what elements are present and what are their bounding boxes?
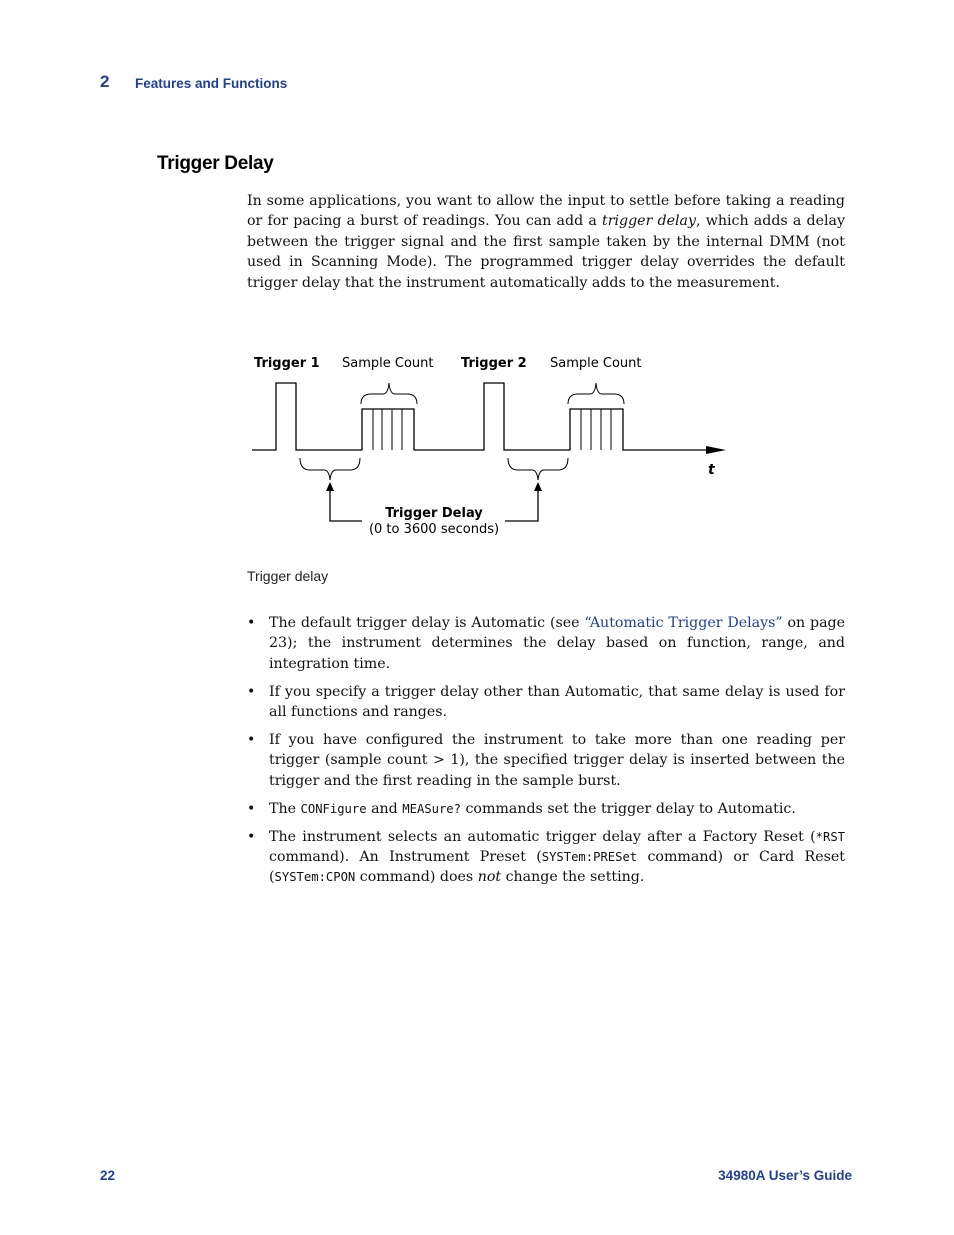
bullet-text: and: [366, 800, 403, 817]
trigger-delay-label: Trigger Delay: [385, 506, 483, 521]
bullet-glyph: •: [247, 828, 256, 845]
command-system-cpon: SYSTem:CPON: [274, 870, 356, 885]
sample-count-2-brace: [568, 383, 624, 404]
delay-callout-arrow-1: [326, 482, 334, 491]
delay-callout-line-1: [330, 489, 362, 521]
bullet-text: The: [269, 800, 301, 817]
bullet-text: commands set the trigger delay to Automatic.: [460, 800, 796, 817]
trigger-delay-diagram: [0, 0, 954, 600]
bullet-glyph: •: [247, 615, 256, 631]
sample-burst-2: [581, 409, 611, 450]
sample-count-2-label: Sample Count: [550, 356, 642, 371]
sample-count-1-label: Sample Count: [342, 356, 434, 371]
command-measure: MEASure?: [402, 801, 461, 816]
trigger-delay-range: (0 to 3600 seconds): [368, 522, 500, 537]
intro-text-2: , which adds a delay between the trigger signal and the first sample taken by the internal DMM (not used in Scanning Mode). The programmed trigger delay overrides the default trigger delay that the instrument automatically adds to the measurement.: [247, 213, 845, 291]
list-item: [247, 613, 845, 674]
bullet-list: [247, 613, 845, 895]
guide-title: 34980A User’s Guide: [718, 1168, 852, 1183]
list-item: [247, 682, 845, 723]
list-item: [247, 827, 845, 888]
bullet-text: command) or Card Reset (: [269, 849, 845, 886]
chapter-title: Features and Functions: [135, 76, 288, 91]
bullet-text: command). An Instrument Preset (: [269, 849, 542, 866]
bullet-text: The default trigger delay is Automatic (see: [269, 615, 585, 631]
delay-callout-arrow-2: [534, 482, 542, 491]
figure-caption: Trigger delay: [247, 568, 329, 584]
intro-emphasis: trigger delay: [602, 213, 697, 230]
trigger-2-label: Trigger 2: [461, 356, 527, 371]
page-number: 22: [100, 1168, 116, 1183]
sample-burst-1: [373, 409, 402, 450]
bullet-glyph: •: [247, 732, 256, 749]
list-item: [247, 730, 845, 791]
bullet-text: change the setting.: [501, 869, 645, 886]
trigger-delay-2-brace: [508, 458, 568, 480]
bullet-text: on page 23); the instrument determines the delay based on function, range, and integration time.: [269, 615, 845, 672]
bullet-text: If you have configured the instrument to take more than one reading per trigger (sample count > 1), the specified trigger delay is inserted between the trigger and the first reading in the sample burst.: [269, 732, 845, 789]
time-arrow-head: [706, 446, 726, 454]
command-rst: *RST: [815, 829, 845, 844]
bullet-text: The instrument selects an automatic trigger delay after a Factory Reset (: [269, 828, 816, 845]
intro-text-1: In some applications, you want to allow the input to settle before taking a reading or for pacing a burst of readings. You can add a: [247, 193, 845, 230]
delay-callout-line-2: [505, 489, 538, 521]
command-configure: CONFigure: [300, 801, 367, 816]
list-item: [247, 799, 845, 819]
bullet-text: command) does: [355, 869, 478, 886]
time-axis-label: t: [708, 462, 715, 478]
trigger-1-label: Trigger 1: [254, 356, 320, 371]
section-title: Trigger Delay: [157, 153, 274, 174]
bullet-glyph: •: [247, 683, 256, 700]
trigger-delay-1-brace: [300, 458, 360, 480]
signal-waveform: [252, 383, 710, 450]
bullet-emphasis: not: [477, 869, 502, 886]
command-system-preset: SYSTem:PRESet: [541, 850, 638, 865]
chapter-number: 2: [100, 72, 110, 91]
automatic-trigger-delays-link[interactable]: “Automatic Trigger Delays”: [584, 615, 783, 631]
bullet-glyph: •: [247, 800, 256, 817]
bullet-text: If you specify a trigger delay other than Automatic, that same delay is used for all functions and ranges.: [269, 683, 845, 721]
sample-count-1-brace: [361, 383, 417, 404]
